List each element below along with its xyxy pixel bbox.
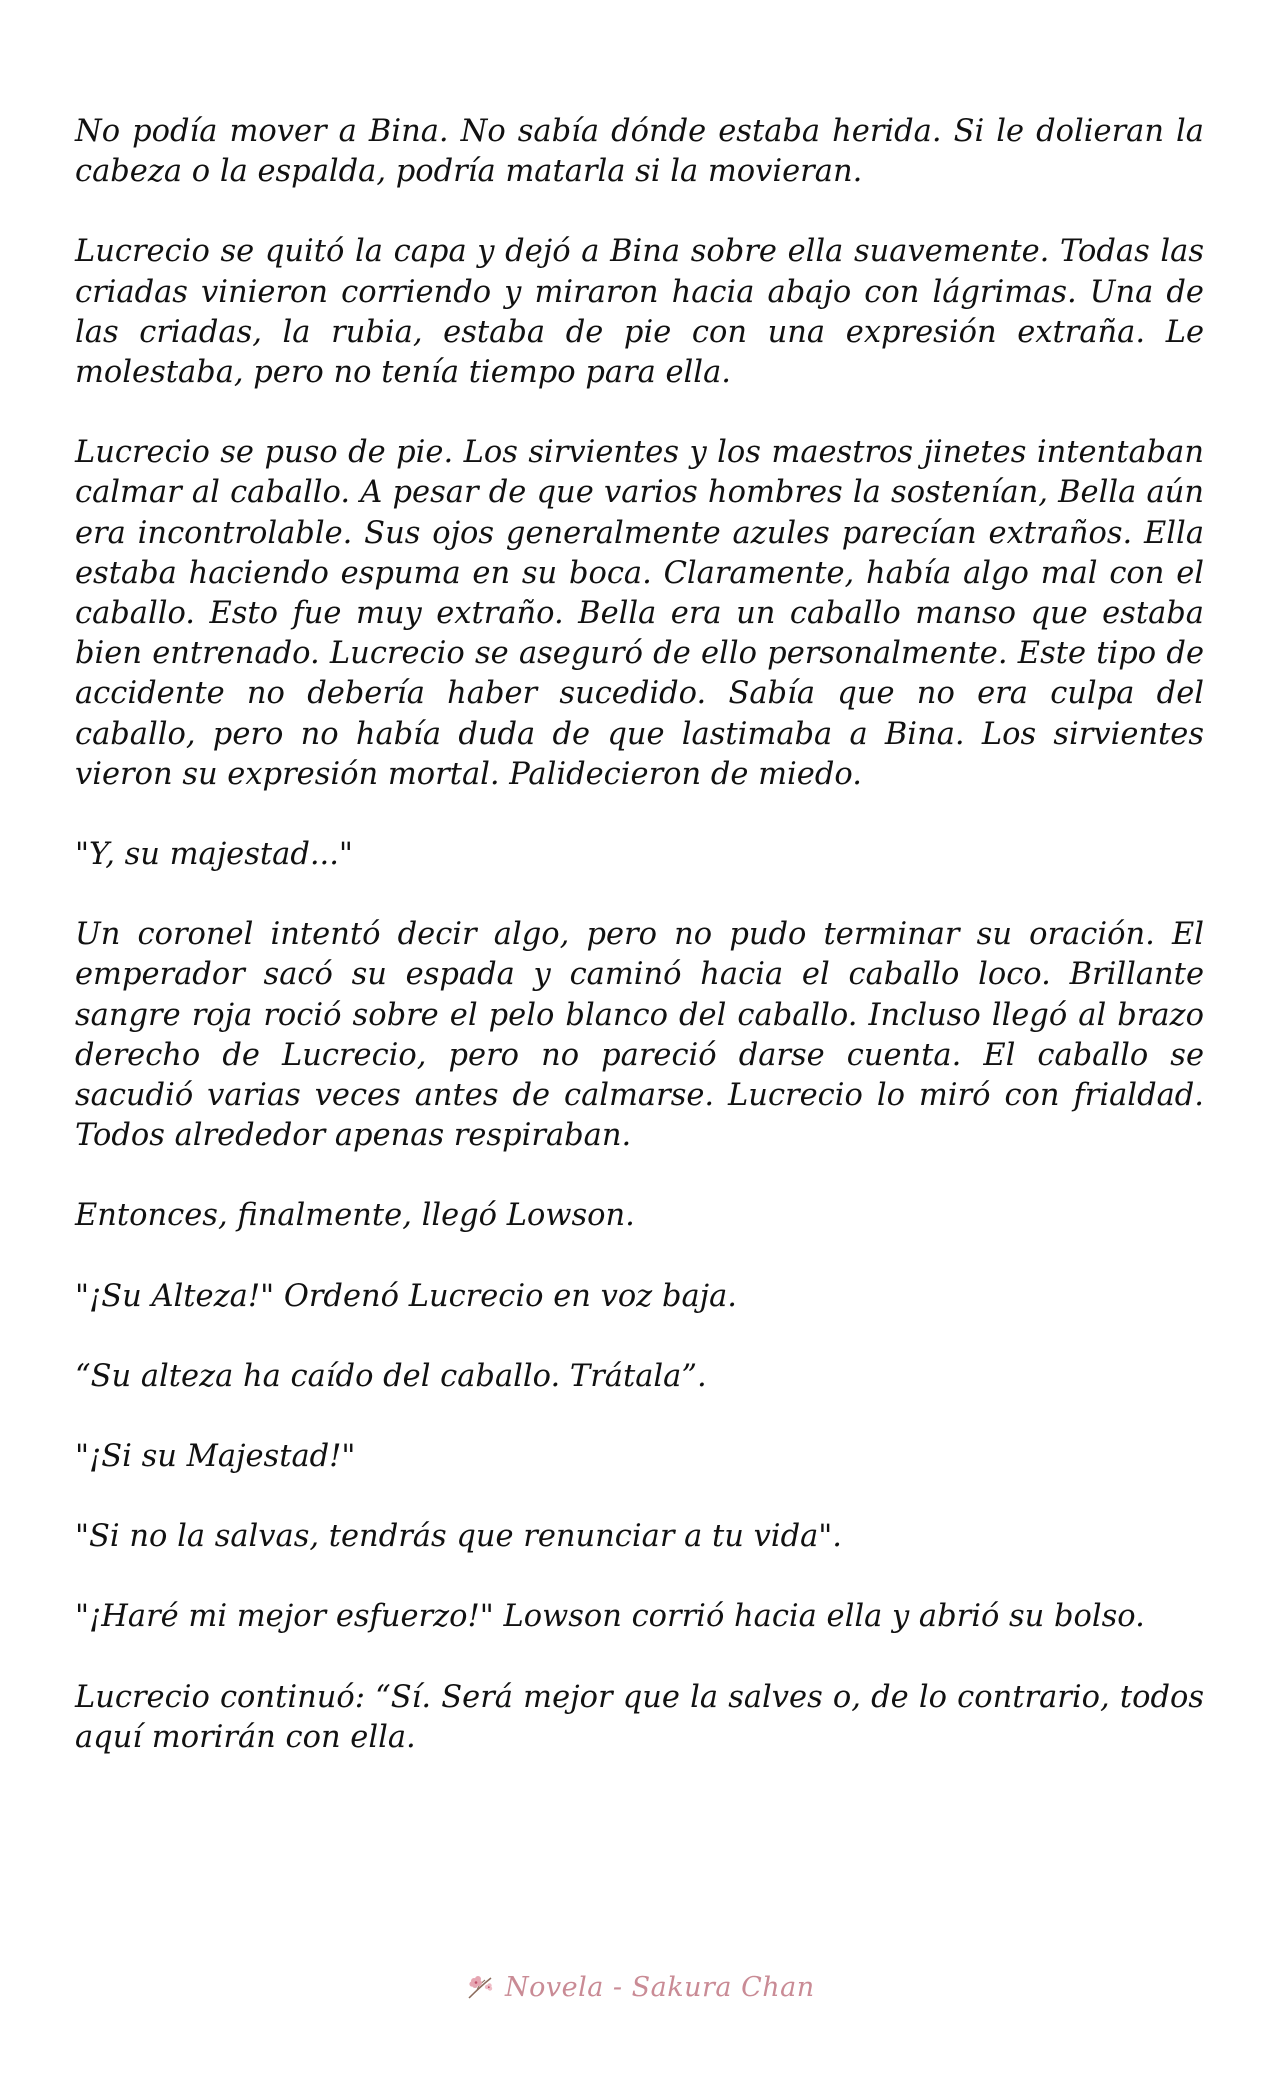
paragraph-3: Lucrecio se puso de pie. Los sirvientes y los maestros jinetes intentaban calmar al caballo. A pesar de que varios hombres la sostenían, Bella aún era incontrolable. Sus ojos generalmente azules parecían extraños. Ella estaba haciendo espuma en su boca. Claramente, había algo mal con el caballo. Esto fue muy extraño. Bella era un caballo manso que estaba bien entrenado. Lucrecio se aseguró de ello personalmente. Este tipo de accidente no debería haber sucedido. Sabía que no era culpa del caballo, pero no había duda de que lastimaba a Bina. Los sirvientes vieron su expresión mortal. Palidecieron de miedo. (75, 435, 1204, 792)
document-body (75, 112, 1204, 1798)
paragraph-2: Lucrecio se quitó la capa y dejó a Bina sobre ella suavemente. Todas las criadas vinieron corriendo y miraron hacia abajo con lágrimas. Una de las criadas, la rubia, estaba de pie con una expresión extraña. Le molestaba, pero no tenía tiempo para ella. (75, 234, 1204, 391)
paragraph-5: Un coronel intentó decir algo, pero no pudo terminar su oración. El emperador sacó su espada y caminó hacia el caballo loco. Brillante sangre roja roció sobre el pelo blanco del caballo. Incluso llegó al brazo derecho de Lucrecio, pero no pareció darse cuenta. El caballo se sacudió varias veces antes de calmarse. Lucrecio lo miró con frialdad. Todos alrededor apenas respiraban. (75, 917, 1204, 1154)
paragraph-1: No podía mover a Bina. No sabía dónde estaba herida. Si le dolieran la cabeza o la espalda, podría matarla si la movieran. (75, 114, 1204, 190)
paragraph-10: "Si no la salvas, tendrás que renunciar a tu vida". (75, 1519, 842, 1555)
paragraph-6: Entonces, finalmente, llegó Lowson. (75, 1198, 635, 1234)
paragraph-9: "¡Si su Majestad!" (75, 1439, 356, 1475)
paragraph-12: Lucrecio continuó: “Sí. Será mejor que la salves o, de lo contrario, todos aquí morirán con ella. (75, 1679, 1204, 1755)
paragraph-4: "Y, su majestad..." (75, 837, 353, 873)
watermark-footer (463, 1970, 815, 2004)
sakura-flower-icon (463, 1970, 497, 2004)
paragraph-7: "¡Su Alteza!" Ordenó Lucrecio en voz baja. (75, 1278, 737, 1314)
paragraph-8: “Su alteza ha caído del caballo. Trátala”. (75, 1358, 707, 1394)
watermark-label: Novela - Sakura Chan (505, 1971, 815, 2003)
paragraph-11: "¡Haré mi mejor esfuerzo!" Lowson corrió hacia ella y abrió su bolso. (75, 1599, 1145, 1635)
